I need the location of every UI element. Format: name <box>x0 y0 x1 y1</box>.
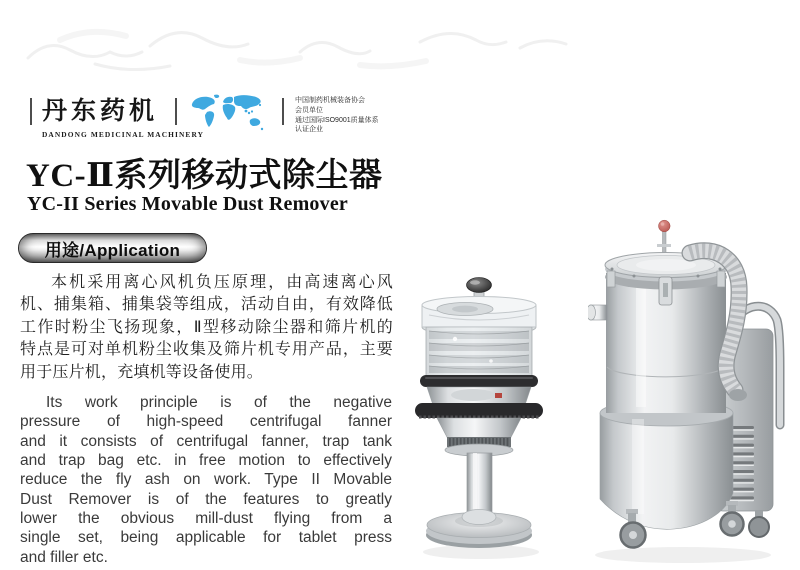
company-logo <box>42 91 205 139</box>
text-line: pressure of high-speed centrifugal fanner <box>20 413 392 431</box>
text-line: 会员单位 <box>295 106 323 114</box>
divider-bar <box>282 98 284 125</box>
text-line: 通过国际ISO9001质量体系 <box>295 116 379 124</box>
inlet-port <box>588 305 596 320</box>
text-line: and trap bag etc. in free motion to effectively <box>20 452 392 470</box>
application-badge <box>18 233 207 263</box>
gasket-ring <box>420 375 538 387</box>
lid-knob <box>467 278 492 293</box>
page-title: YC-Ⅱ系列移动式除尘器 <box>26 158 383 194</box>
text-line: 工作时粉尘飞扬现象，Ⅱ型移动除尘器和筛片机的 <box>20 318 393 336</box>
text-line: 机、捕集箱、捕集袋等组成，活动自由，有效降低 <box>20 296 393 314</box>
sieve-machine-image <box>403 265 553 565</box>
dust-remover-image <box>588 217 793 567</box>
association-text <box>295 96 385 135</box>
divider-bar <box>175 98 177 125</box>
lower-barrel <box>600 413 733 529</box>
text-line: and filler etc. <box>20 548 108 566</box>
description-en <box>20 393 392 567</box>
lever-knob <box>659 220 671 232</box>
text-line: 用于压片机，充填机等设备使用。 <box>20 363 264 381</box>
text-line: 中国制药机械装备协会 <box>295 97 365 104</box>
text-line: Its work principle is of the negative <box>46 394 392 411</box>
company-name-cn: 丹东药机 <box>42 98 159 125</box>
world-map-icon <box>189 94 265 132</box>
company-name-en: DANDONG MEDICINAL MACHINERY <box>42 130 205 139</box>
text-line: Dust Remover is of the features to greatly <box>20 490 392 508</box>
application-badge-label: 用途/Application <box>44 240 181 260</box>
page-subtitle: YC-II Series Movable Dust Remover <box>27 193 348 215</box>
text-line: and it consists of centrifugal fanner, trap tank <box>20 432 392 450</box>
watermark-texture <box>0 0 760 85</box>
machine-shadow <box>595 547 771 563</box>
pedestal-column <box>467 453 492 519</box>
text-line: 本机采用离心风机负压原理，由高速离心风 <box>51 274 393 291</box>
text-line: reduce the fly ash on work. Type II Movable <box>20 471 392 489</box>
text-line: 认证企业 <box>295 126 323 134</box>
text-line: lower the obvious mill-dust flying from a <box>20 510 392 528</box>
divider-bar <box>30 98 32 125</box>
description-cn <box>20 272 393 384</box>
text-line: single set, being applicable for tablet press <box>20 529 392 547</box>
text-line: 特点是可对单机粉尘收集及筛片机专用产品，主要 <box>20 341 393 359</box>
